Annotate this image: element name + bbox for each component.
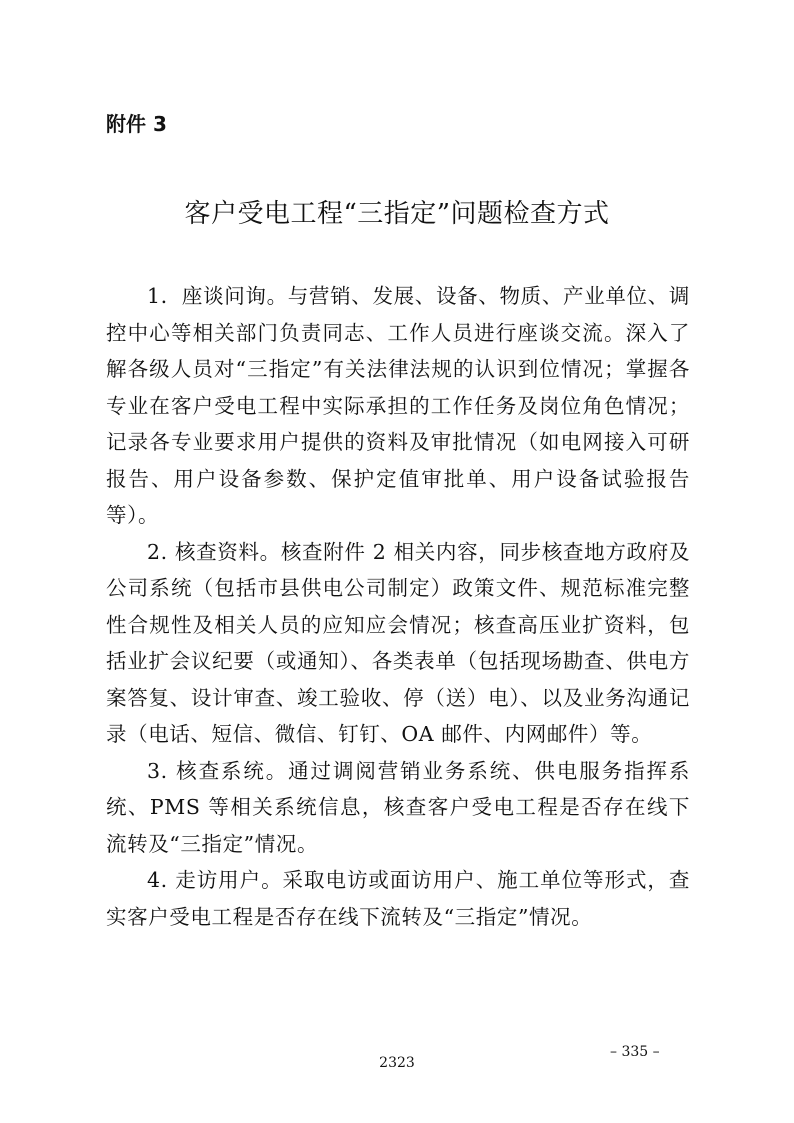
footer-number: 2323 [379,1055,415,1071]
paragraph-visit-users: 4. 走访用户。采取电访或面访用户、施工单位等形式，查实客户受电工程是否存在线下流转及“三指定”情况。 [106,868,690,929]
document-body [106,278,690,935]
document-title: 客户受电工程“三指定”问题检查方式 [184,199,610,229]
paragraph-check-materials: 2. 核查资料。核查附件 2 相关内容，同步核查地方政府及公司系统（包括市县供电公司制定）政策文件、规范标准完整性合规性及相关人员的应知应会情况；核查高压业扩资料，包括业扩会议纪要（或通知）、各类表单（包括现场勘查、供电方案答复、设计审查、竣工验收、停（送）电）、以及业务沟通记录（电话、短信、微信、钉钉、OA 邮件、内网邮件）等。 [106,539,690,746]
paragraph-interview: 1．座谈问询。与营销、发展、设备、物质、产业单位、调控中心等相关部门负责同志、工作人员进行座谈交流。深入了解各级人员对“三指定”有关法律法规的认识到位情况；掌握各专业在客户受电工程中实际承担的工作任务及岗位角色情况；记录各专业要求用户提供的资料及审批情况（如电网接入可研报告、用户设备参数、保护定值审批单、用户设备试验报告等）。 [106,284,690,527]
page-number: – 335 – [610,1044,660,1060]
paragraph-check-systems: 3. 核查系统。通过调阅营销业务系统、供电服务指挥系统、PMS 等相关系统信息，核查客户受电工程是否存在线下流转及“三指定”情况。 [106,758,690,856]
attachment-label: 附件 3 [106,112,167,136]
